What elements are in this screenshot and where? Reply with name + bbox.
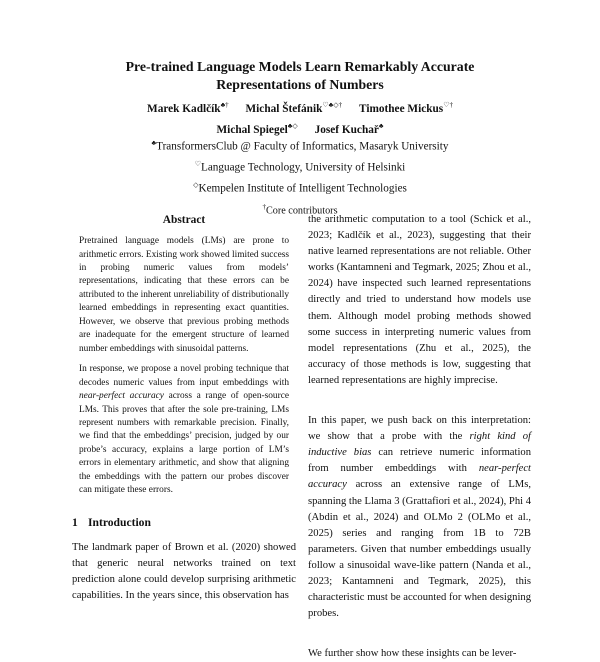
affiliation: †Core contributors	[262, 202, 338, 217]
abstract-heading: Abstract	[162, 214, 206, 226]
title-line-1: Pre-trained Language Models Learn Remarkably Accurate	[125, 59, 475, 74]
author: Timothee Mickus♡†	[358, 101, 453, 115]
author-list	[60, 97, 540, 139]
affiliation: ♣TransformersClub @ Faculty of Informatics, Masaryk University	[151, 139, 449, 153]
author: Michal Spiegel♣◇	[216, 121, 298, 136]
section-number: 1	[72, 515, 78, 529]
body-paragraph: In this paper, we push back on this interpretation: we show that a probe with the right kind of inductive bias can retrieve numeric information from number embeddings with near-perfect accuracy across an extensive range of LMs, spanning the Llama 3 (Grattafiori et al., 2024), Phi 4 (Abdin et al., 2024) and OLMo 2 (OLMo et al., 2025) series and ranging from 1B to 72B parameters. Given that number embeddings usually follow a sinusoidal wave-like pattern (Nanda et al., 2023; Kantamneni and Tegmark, 2025), this characteristic must be accounted for when designing probes.	[308, 415, 532, 620]
body-paragraph: We further show how these insights can be lever-	[308, 648, 517, 660]
paper-title	[60, 58, 540, 94]
body-paragraph: the arithmetic computation to a tool (Schick et al., 2023; Kadlčík et al., 2023), suggesting that their native learned representations are not reliable. Other works (Kantamneni and Tegmark, 2025; Zhou et al., 2024) have inspected such learned representations directly and tried to understand how models use them. Although model probing methods showed some success in interpreting numeric values from model representations (Zhu et al., 2025), the accuracy of those methods is low, suggesting that learned representations are highly imprecise.	[308, 214, 531, 386]
affiliation: ♡Language Technology, University of Helsinki	[194, 160, 406, 174]
author: Josef Kuchař♣	[314, 121, 384, 136]
title-line-2: Representations of Numbers	[216, 77, 384, 92]
affiliation: ◇Kempelen Institute of Intelligent Technologies	[193, 181, 407, 196]
left-column	[72, 212, 296, 604]
author: Marek Kadlčík♣†	[147, 101, 229, 115]
right-column	[308, 212, 531, 662]
abstract-paragraph: Pretrained language models (LMs) are prone to arithmetic errors. Existing work showed limited success in probing numeric values from models’ representations, indicating that these errors can be attributed to the inherent unreliability of distributionally learned embeddings in representing exact quantities. However, we observe that previous probing methods are inadequate for the emergent structure of learned number embeddings with sinusoidal patterns.	[79, 236, 289, 354]
body-paragraph: The landmark paper of Brown et al. (2020) showed that generic neural networks trained on text prediction alone could develop surprising arithmetic capabilities. In the years since, this observation has	[72, 541, 296, 602]
section-title: Introduction	[88, 515, 151, 529]
section-heading	[72, 515, 296, 531]
abstract-body	[72, 235, 296, 498]
affiliation-list	[60, 135, 540, 220]
author: Michal Štefánik♡♣◇†	[245, 101, 343, 115]
abstract-paragraph: In response, we propose a novel probing technique that decodes numeric values from input embeddings with near-perfect accuracy across a range of open-source LMs. This proves that after the sole pre-training, LMs represent numbers with remarkable precision. Finally, we find that the embeddings’ precision, judged by our probe’s accuracy, explains a large portion of LM’s errors in elementary arithmetic, and show that aligning the embeddings with the pattern our probes discover can mitigate these errors.	[79, 364, 289, 496]
